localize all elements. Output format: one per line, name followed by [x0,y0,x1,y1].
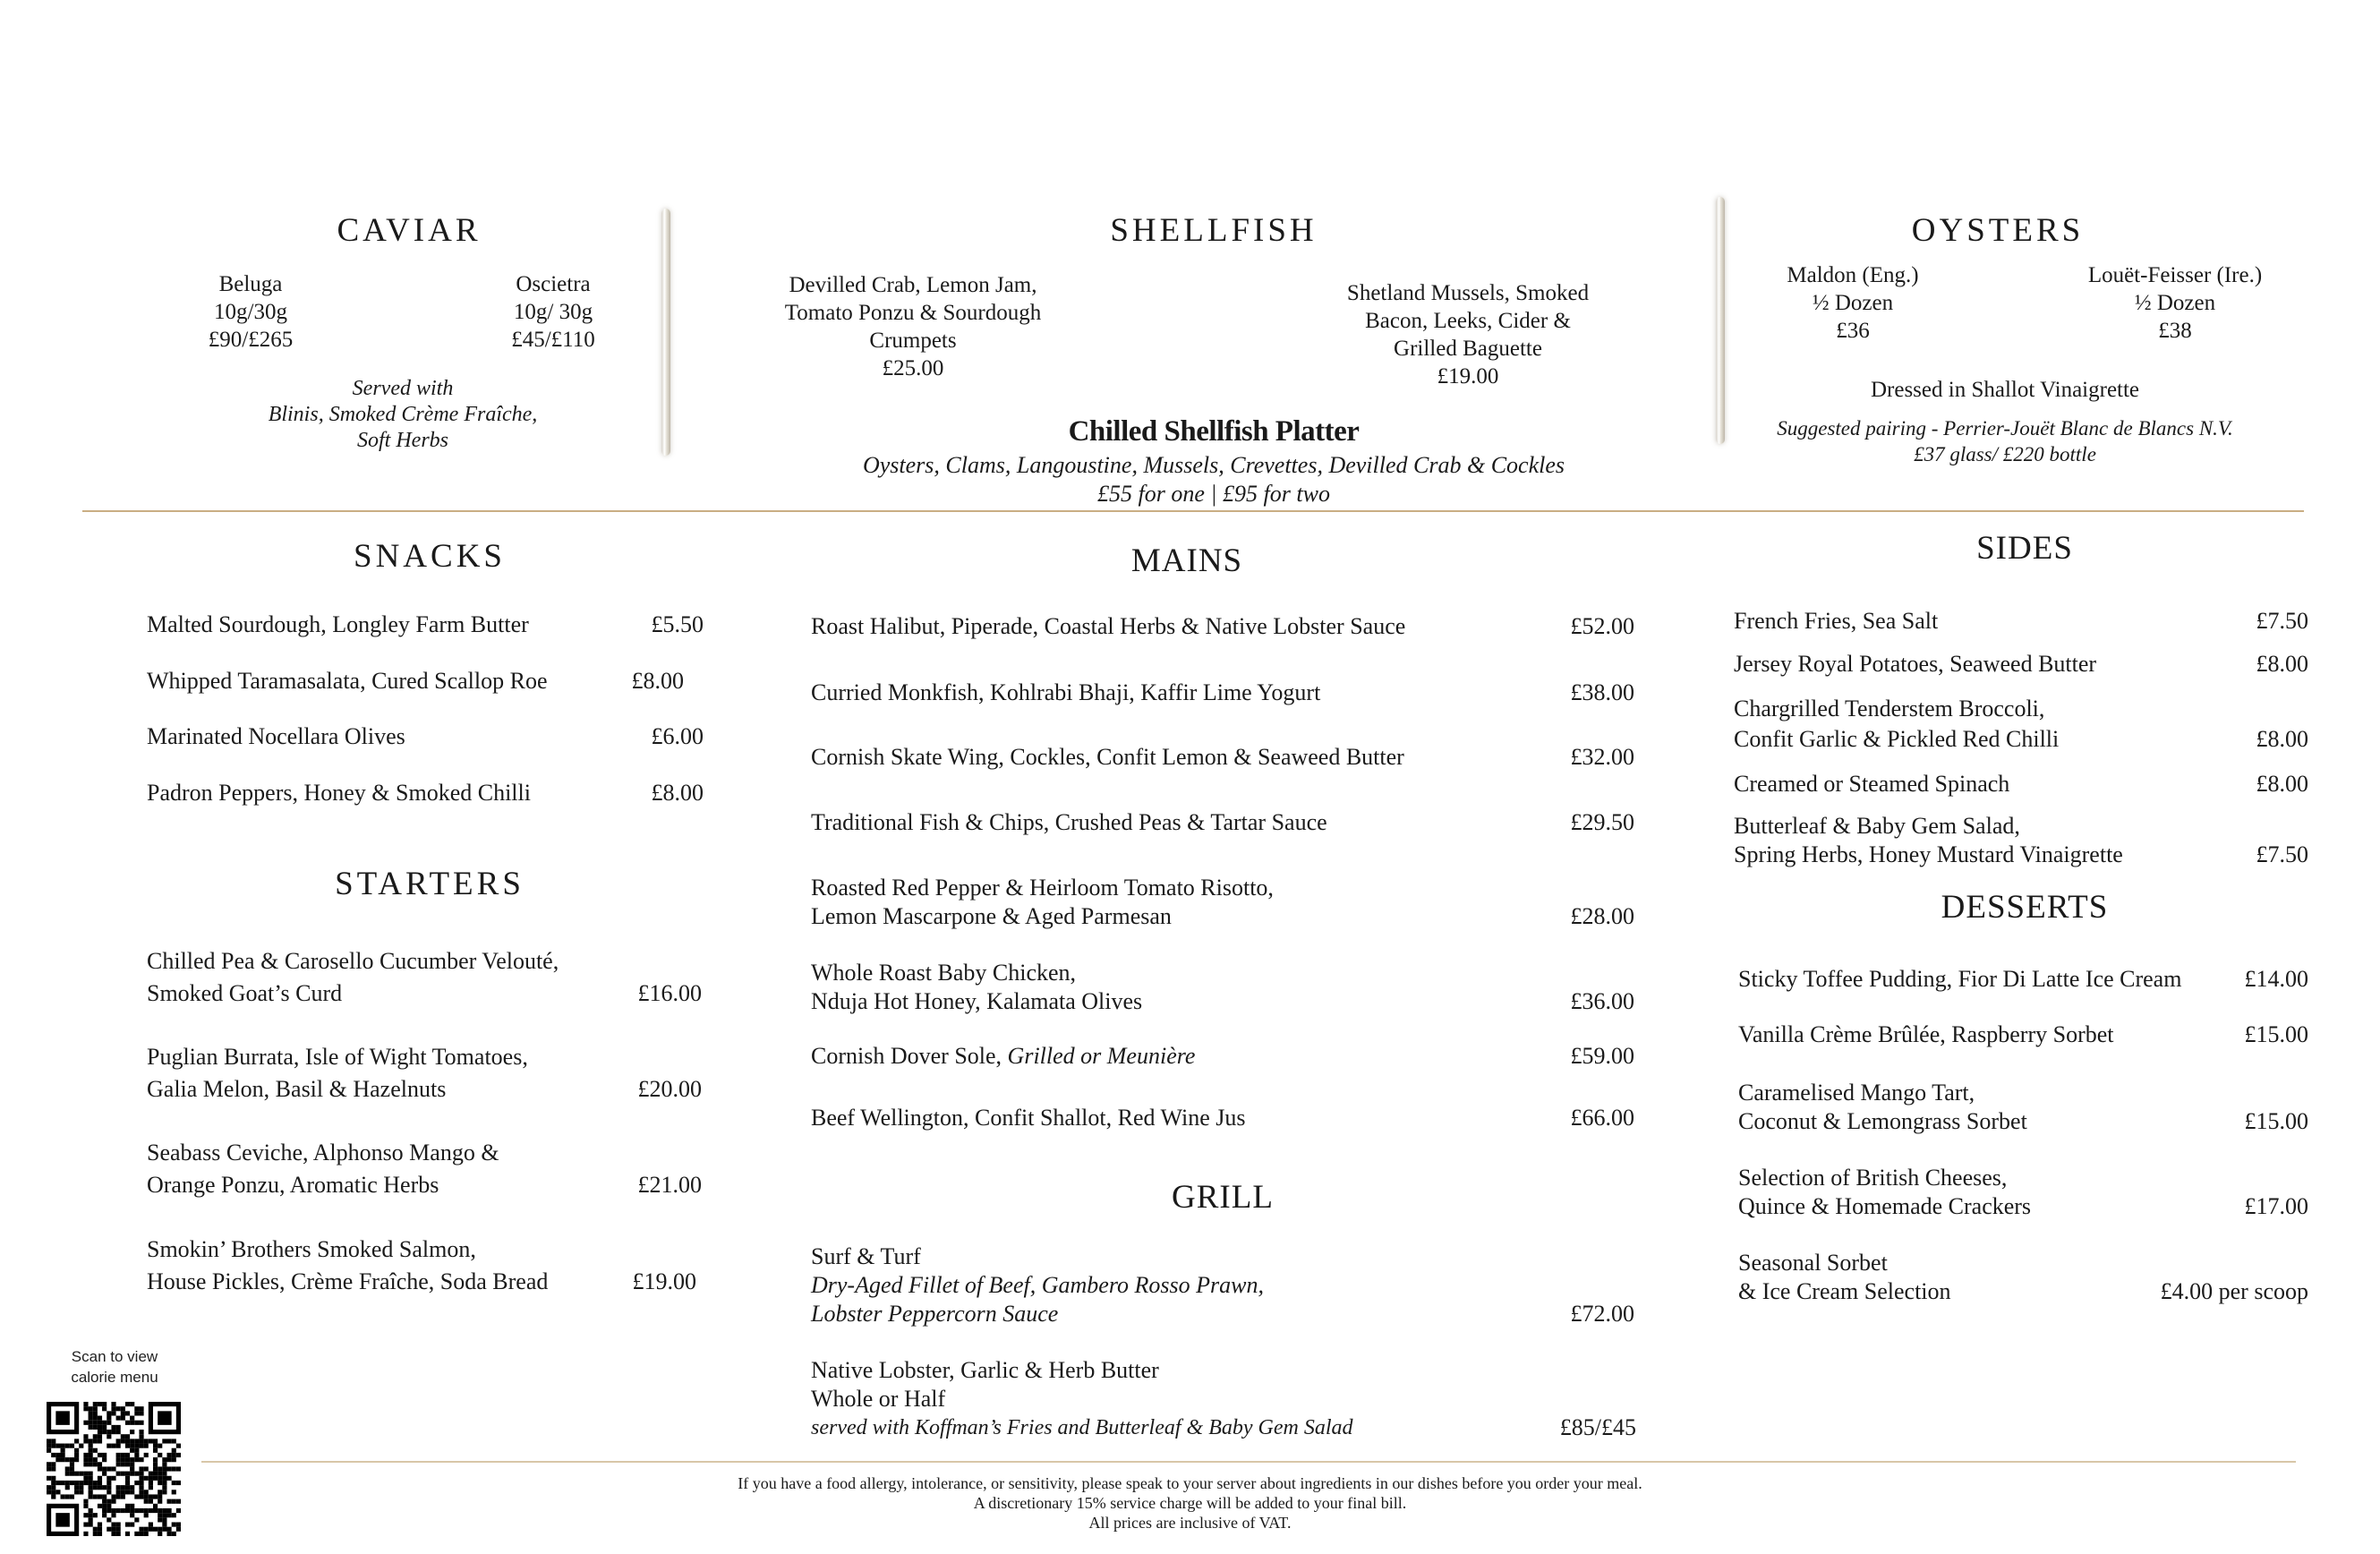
starter-item [147,945,702,1010]
dessert-item-sorbet [1738,1247,2308,1311]
maldon-qty: ½ Dozen [1812,291,1894,315]
qr-caption-line-1: Scan to view [71,1348,158,1365]
item-name: Marinated Nocellara Olives [147,723,405,749]
caviar-beluga [161,270,340,354]
beluga-price: £90/£265 [208,328,294,352]
louet-price: £38 [2158,319,2192,343]
grill-item-lobster [811,1354,1636,1444]
qr-caption-line-2: calorie menu [71,1369,158,1386]
item-price: £29.50 [1570,809,1634,835]
item-price: £21.00 [637,1172,702,1198]
vertical-divider-right [1716,197,1725,444]
item-line-3: Lobster Peppercorn Sauce [811,1301,1059,1327]
item-price: £15.00 [2244,1108,2308,1134]
item-name: Curried Monkfish, Kohlrabi Bhaji, Kaffir Lime Yogurt [811,679,1321,705]
item-price: £16.00 [637,980,702,1006]
footer-allergy-notice: If you have a food allergy, intolerance, or sensitivity, please speak to your server about ingredients in our dishes before you order your meal. [738,1474,1642,1492]
item-name: Padron Peppers, Honey & Smoked Chilli [147,780,531,806]
louet-qty: ½ Dozen [2134,291,2216,315]
louet-name: Louët-Feisser (Ire.) [2087,263,2263,287]
item-price: £52.00 [1570,613,1634,639]
oscietra-price: £45/£110 [511,328,595,352]
item-line-2: Galia Melon, Basil & Hazelnuts [147,1076,447,1102]
item-name: French Fries, Sea Salt [1734,608,1939,634]
shellfish-devilled-crab [761,271,1065,382]
mussels-line-1: Shetland Mussels, Smoked [1346,281,1590,305]
item-line-1: Native Lobster, Garlic & Herb Butter [811,1357,1159,1383]
crab-price: £25.00 [882,356,944,380]
maldon-price: £36 [1836,319,1870,343]
item-line-1: Caramelised Mango Tart, [1738,1080,1975,1106]
item-line-1: Roasted Red Pepper & Heirloom Tomato Risotto, [811,875,1274,901]
item-name: Roast Halibut, Piperade, Coastal Herbs & Native Lobster Sauce [811,613,1406,639]
item-name: Sticky Toffee Pudding, Fior Di Latte Ice Cream [1738,966,2182,992]
starter-item [147,1234,696,1298]
sole-name: Cornish Dover Sole, [811,1043,1002,1069]
item-price: £38.00 [1570,679,1634,705]
pairing-line: Suggested pairing - Perrier-Jouët Blanc de Blancs N.V. [1777,417,2233,440]
sides-heading: SIDES [1976,530,2073,567]
item-name: Cornish Skate Wing, Cockles, Confit Lemon & Seaweed Butter [811,744,1404,770]
item-name: Vanilla Crème Brûlée, Raspberry Sorbet [1738,1021,2114,1047]
crab-line-3: Crumpets [869,329,957,353]
sole-style: Grilled or Meunière [1007,1043,1196,1069]
crab-line-2: Tomato Ponzu & Sourdough [784,301,1042,325]
served-line-1: Served with [352,377,454,400]
oysters-pairing [1701,415,2309,467]
item-line-1: Butterleaf & Baby Gem Salad, [1734,813,2020,839]
item-line-2: Quince & Homemade Crackers [1738,1193,2032,1219]
item-line-2: Confit Garlic & Pickled Red Chilli [1734,726,2060,752]
main-item-chicken [811,957,1634,1021]
item-line-3: served with Koffman’s Fries and Butterleaf & Baby Gem Salad [811,1416,1353,1439]
qr-caption [25,1346,204,1388]
item-line-1: Seasonal Sorbet [1738,1250,1888,1276]
item-line-1: Smokin’ Brothers Smoked Salmon, [147,1236,476,1262]
item-name: Jersey Royal Potatoes, Seaweed Butter [1734,651,2097,677]
item-price: £8.00 [631,668,684,694]
item-price: £66.00 [1570,1105,1634,1131]
item-line-2: Spring Herbs, Honey Mustard Vinaigrette [1734,841,2123,867]
oscietra-size: 10g/ 30g [513,300,593,324]
item-name: Whipped Taramasalata, Cured Scallop Roe [147,668,548,694]
item-line-2: House Pickles, Crème Fraîche, Soda Bread [147,1268,549,1294]
mussels-line-2: Bacon, Leeks, Cider & [1365,309,1571,333]
maldon-name: Maldon (Eng.) [1787,263,1919,287]
item-line-2: & Ice Cream Selection [1738,1278,1951,1304]
footer-vat-notice: All prices are inclusive of VAT. [1088,1514,1292,1532]
item-price: £8.00 [2256,771,2308,797]
item-line-2: Orange Ponzu, Aromatic Herbs [147,1172,439,1198]
platter-title: Chilled Shellfish Platter [1068,415,1360,448]
caviar-oscietra [464,270,643,354]
snacks-heading: SNACKS [354,538,506,575]
item-price: £8.00 [2256,651,2308,677]
footer-divider [201,1461,2296,1463]
item-line-1: Seabass Ceviche, Alphonso Mango & [147,1140,499,1166]
starter-item [147,1041,702,1106]
item-price: £32.00 [1570,744,1634,770]
item-price: £85/£45 [1559,1414,1636,1440]
pairing-price: £37 glass/ £220 bottle [1914,443,2096,465]
item-line-1: Chilled Pea & Carosello Cucumber Velouté, [147,948,559,974]
item-price: £28.00 [1570,903,1634,929]
item-price: £14.00 [2244,966,2308,992]
item-price: £6.00 [651,723,704,749]
shellfish-mussels [1325,279,1611,390]
item-price: £36.00 [1570,988,1634,1014]
item-line-2: Dry-Aged Fillet of Beef, Gambero Rosso Prawn, [811,1272,1264,1298]
item-line-1: Whole Roast Baby Chicken, [811,960,1077,986]
starter-item [147,1137,702,1201]
item-line-2: Coconut & Lemongrass Sorbet [1738,1108,2027,1134]
item-line-1: Surf & Turf [811,1243,921,1269]
item-price: £8.00 [651,780,704,806]
crab-line-1: Devilled Crab, Lemon Jam, [789,273,1037,297]
grill-item-surf-turf [811,1241,1634,1330]
item-name [811,1040,1195,1072]
item-name: Malted Sourdough, Longley Farm Butter [147,611,529,637]
item-price: £7.50 [2256,841,2308,867]
desserts-heading: DESSERTS [1941,889,2109,926]
grill-heading: GRILL [1172,1179,1274,1216]
vertical-divider-left [661,209,670,456]
oysters-dressed: Dressed in Shallot Vinaigrette [1870,378,2140,402]
item-line-2: Nduja Hot Honey, Kalamata Olives [811,988,1143,1014]
item-price: £72.00 [1570,1301,1634,1327]
shellfish-heading: SHELLFISH [1110,212,1318,249]
item-price: £19.00 [632,1268,696,1294]
side-item-salad [1734,810,2308,875]
item-name: Traditional Fish & Chips, Crushed Peas & Tartar Sauce [811,809,1327,835]
served-line-2: Blinis, Smoked Crème Fraîche, [268,403,538,426]
beluga-size: 10g/30g [214,300,287,324]
item-price: £8.00 [2256,726,2308,752]
item-line-2: Lemon Mascarpone & Aged Parmesan [811,903,1172,929]
footer-service-charge: A discretionary 15% service charge will be added to your final bill. [973,1494,1407,1512]
item-price: £5.50 [651,611,704,637]
mains-heading: MAINS [1130,542,1243,579]
oysters-louet [2041,261,2309,345]
platter-description: Oysters, Clams, Langoustine, Mussels, Crevettes, Devilled Crab & Cockles [862,452,1565,478]
main-item-risotto [811,872,1634,936]
item-price: £4.00 per scoop [2160,1278,2308,1304]
item-line-1: Puglian Burrata, Isle of Wight Tomatoes, [147,1044,528,1070]
item-price: £59.00 [1570,1043,1634,1069]
item-price: £15.00 [2244,1021,2308,1047]
oysters-heading: OYSTERS [1911,212,2085,249]
dessert-item-mango [1738,1077,2308,1141]
mussels-line-3: Grilled Baguette [1394,337,1542,361]
oscietra-name: Oscietra [516,272,591,296]
beluga-name: Beluga [218,272,283,296]
mussels-price: £19.00 [1437,364,1499,388]
top-section-divider [82,510,2304,512]
side-item-broccoli [1734,693,2308,757]
platter-price: £55 for one | £95 for two [1097,481,1330,507]
item-price: £20.00 [637,1076,702,1102]
caviar-served-with [215,376,591,454]
item-line-2: Whole or Half [811,1386,946,1412]
item-line-1: Selection of British Cheeses, [1738,1165,2008,1191]
item-name: Beef Wellington, Confit Shallot, Red Wine Jus [811,1105,1246,1131]
oysters-maldon [1745,261,1960,345]
item-name: Creamed or Steamed Spinach [1734,771,2010,797]
served-line-3: Soft Herbs [357,429,448,452]
item-price: £17.00 [2244,1193,2308,1219]
item-line-2: Smoked Goat’s Curd [147,980,343,1006]
starters-heading: STARTERS [335,866,525,902]
item-line-1: Chargrilled Tenderstem Broccoli, [1734,696,2045,722]
item-price: £7.50 [2256,608,2308,634]
caviar-heading: CAVIAR [337,212,482,249]
dessert-item-cheese [1738,1162,2308,1226]
